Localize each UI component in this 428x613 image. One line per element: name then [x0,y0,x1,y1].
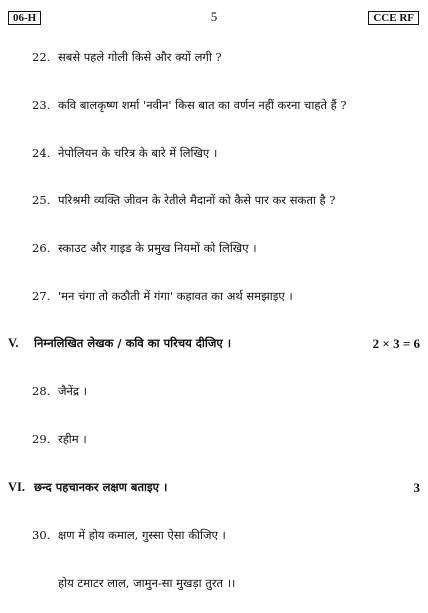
question-text: क्षण में होय कमाल, गुस्सा ऐसा कीजिए । [58,528,226,542]
question-text: स्काउट और गाइड के प्रमुख नियमों को लिखिए । [58,241,257,255]
question-22 [32,50,222,65]
question-number: 25. [32,193,51,207]
question-number: 30. [32,528,51,542]
question-text: कवि बालकृष्ण शर्मा 'नवीन' किस बात का वर्णन नहीं करना चाहते हैं ? [58,98,347,112]
paper-code-left: 06-H [8,11,41,25]
question-text: सबसे पहले गोली किसे और क्यों लगी ? [58,50,222,64]
question-text: रहीम । [58,432,87,446]
section-marks: 3 [413,480,420,495]
question-number: 28. [32,384,51,398]
question-number: 27. [32,289,51,303]
question-24 [32,146,217,161]
section-title: निम्नलिखित लेखक / कवि का परिचय दीजिए । [34,336,232,350]
section-v-heading [8,336,420,351]
paper-code-right: CCE RF [368,11,419,25]
section-vi-heading [8,480,420,495]
question-number: 26. [32,241,51,255]
question-27 [32,289,293,304]
question-30 [32,528,226,543]
question-number: 29. [32,432,51,446]
question-25 [32,193,335,208]
section-marks: 2 × 3 = 6 [372,336,420,351]
question-text: जैनेंद्र । [58,384,88,398]
question-number: 22. [32,50,51,64]
section-title: छन्द पहचानकर लक्षण बताइए । [34,480,168,494]
section-roman: VI. [8,480,26,494]
question-text: नेपोलियन के चरित्र के बारे में लिखिए । [58,146,218,160]
question-number: 23. [32,98,51,112]
question-26 [32,241,257,256]
question-29 [32,432,87,447]
question-text: परिश्रमी व्यक्ति जीवन के रेतीले मैदानों को कैसे पार कर सकता है ? [58,193,336,207]
question-23 [32,98,347,113]
question-28 [32,384,87,399]
question-text: 'मन चंगा तो कठौती में गंगा' कहावत का अर्थ समझाइए । [58,289,293,303]
question-30-continuation: होय टमाटर लाल, जामुन-सा मुखड़ा तुरत ।। [58,576,236,590]
question-number: 24. [32,146,51,160]
page-number: 5 [210,9,218,24]
section-roman: V. [8,336,19,350]
